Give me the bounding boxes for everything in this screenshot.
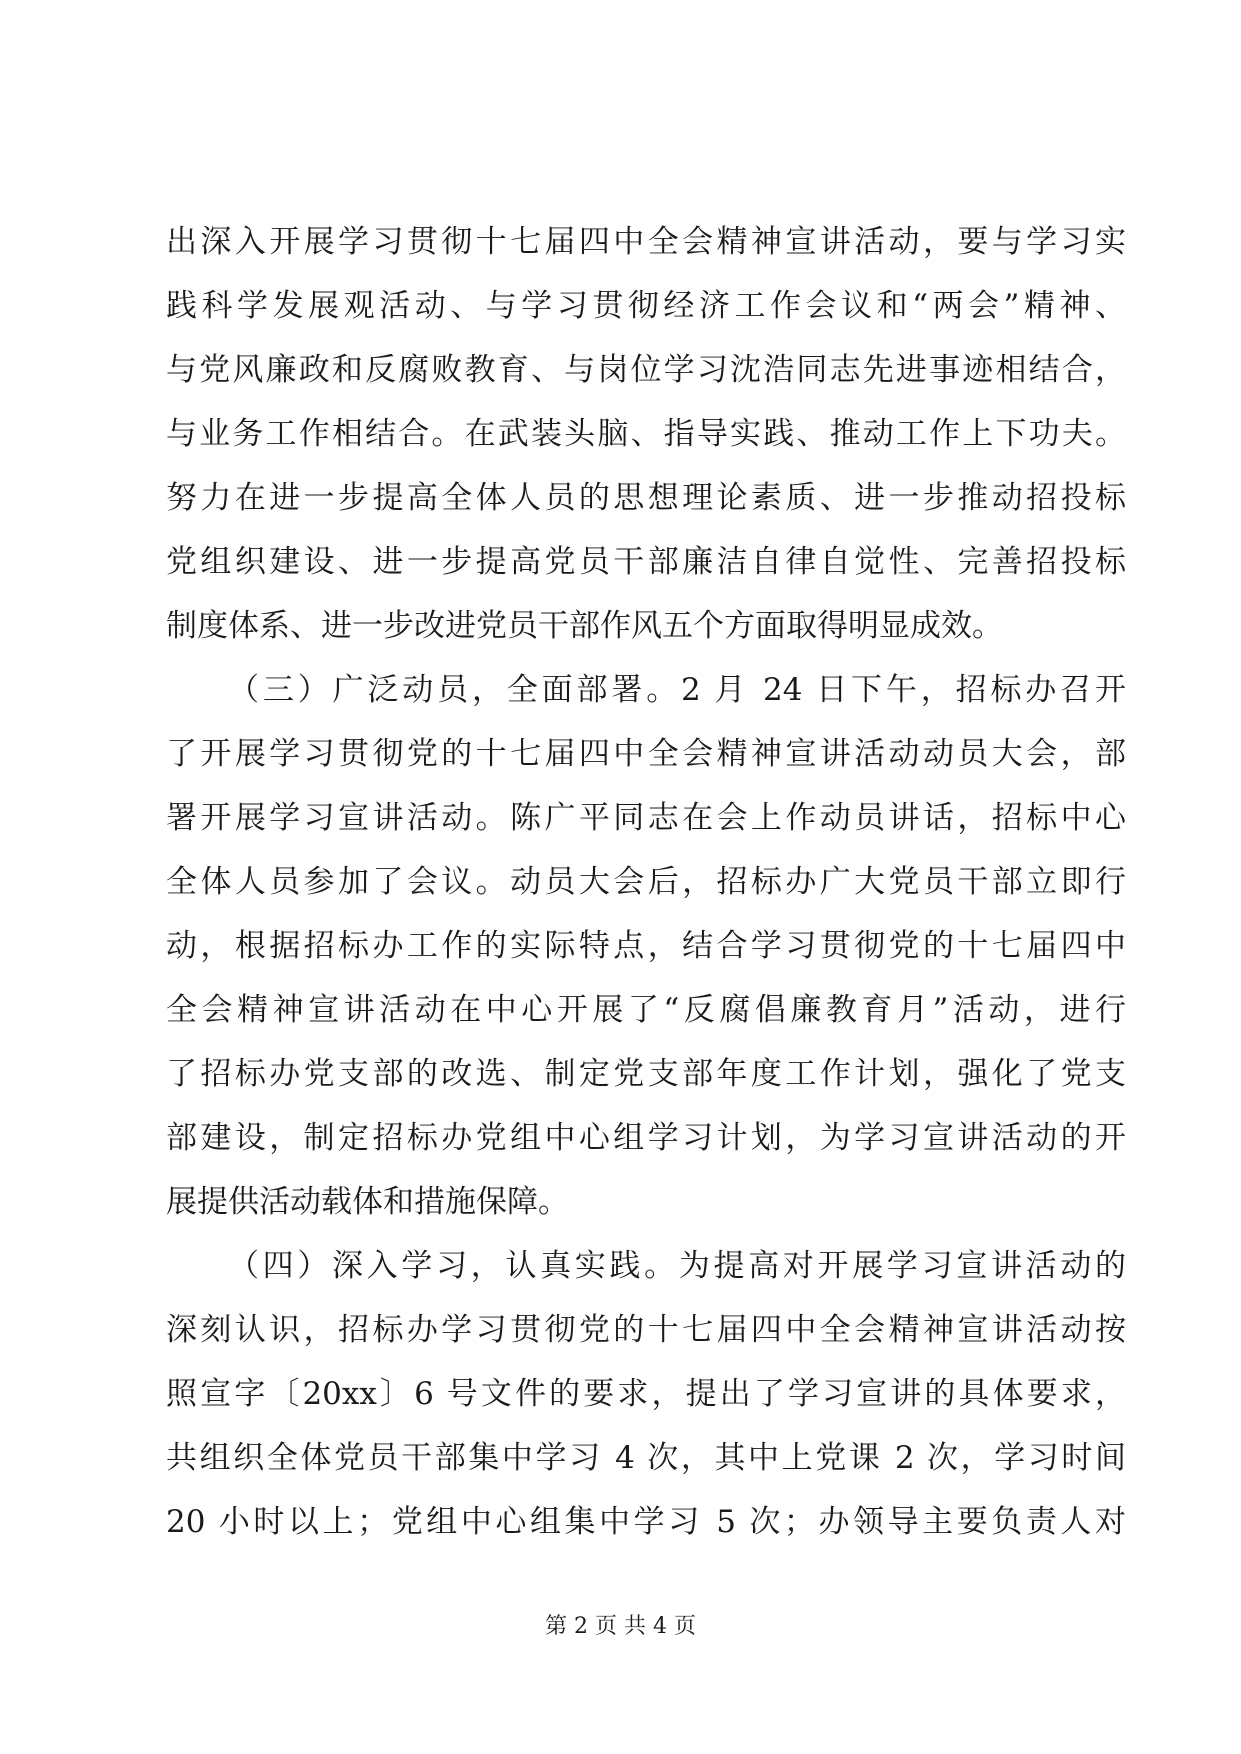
- paragraph-start-line: （四）深入学习，认真实践。为提高对开展学习宣讲活动的: [228, 1248, 1126, 1284]
- text-line: 共组织全体党员干部集中学习 4 次，其中上党课 2 次，学习时间: [166, 1440, 1126, 1476]
- text-line: 了招标办党支部的改选、制定党支部年度工作计划，强化了党支: [166, 1056, 1126, 1092]
- text-line: 党组织建设、进一步提高党员干部廉洁自律自觉性、完善招投标: [166, 544, 1126, 580]
- paragraph-start-line: （三）广泛动员，全面部署。2 月 24 日下午，招标办召开: [228, 672, 1126, 708]
- document-body: [166, 210, 1126, 1554]
- text-line: 努力在进一步提高全体人员的思想理论素质、进一步推动招投标: [166, 480, 1126, 516]
- text-line: 展提供活动载体和措施保障。: [166, 1184, 569, 1220]
- text-line: 部建设，制定招标办党组中心组学习计划，为学习宣讲活动的开: [166, 1120, 1126, 1156]
- text-line: 制度体系、进一步改进党员干部作风五个方面取得明显成效。: [166, 608, 1003, 644]
- text-line: 全体人员参加了会议。动员大会后，招标办广大党员干部立即行: [166, 864, 1126, 900]
- text-line: 全会精神宣讲活动在中心开展了“反腐倡廉教育月”活动，进行: [166, 992, 1126, 1028]
- page-number-footer: 第 2 页 共 4 页: [545, 1614, 696, 1639]
- text-line: 动，根据招标办工作的实际特点，结合学习贯彻党的十七届四中: [166, 928, 1126, 964]
- text-line: 了开展学习贯彻党的十七届四中全会精神宣讲活动动员大会，部: [166, 736, 1126, 772]
- text-line: 20 小时以上；党组中心组集中学习 5 次；办领导主要负责人对: [166, 1504, 1126, 1540]
- text-line: 深刻认识，招标办学习贯彻党的十七届四中全会精神宣讲活动按: [166, 1312, 1126, 1348]
- text-line: 与业务工作相结合。在武装头脑、指导实践、推动工作上下功夫。: [166, 416, 1126, 452]
- text-line: 署开展学习宣讲活动。陈广平同志在会上作动员讲话，招标中心: [166, 800, 1126, 836]
- text-line: 践科学发展观活动、与学习贯彻经济工作会议和“两会”精神、: [166, 288, 1126, 324]
- text-line: 出深入开展学习贯彻十七届四中全会精神宣讲活动，要与学习实: [166, 224, 1126, 260]
- text-line: 照宣字〔20xx〕6 号文件的要求，提出了学习宣讲的具体要求，: [166, 1376, 1126, 1412]
- text-line: 与党风廉政和反腐败教育、与岗位学习沈浩同志先进事迹相结合，: [166, 352, 1126, 388]
